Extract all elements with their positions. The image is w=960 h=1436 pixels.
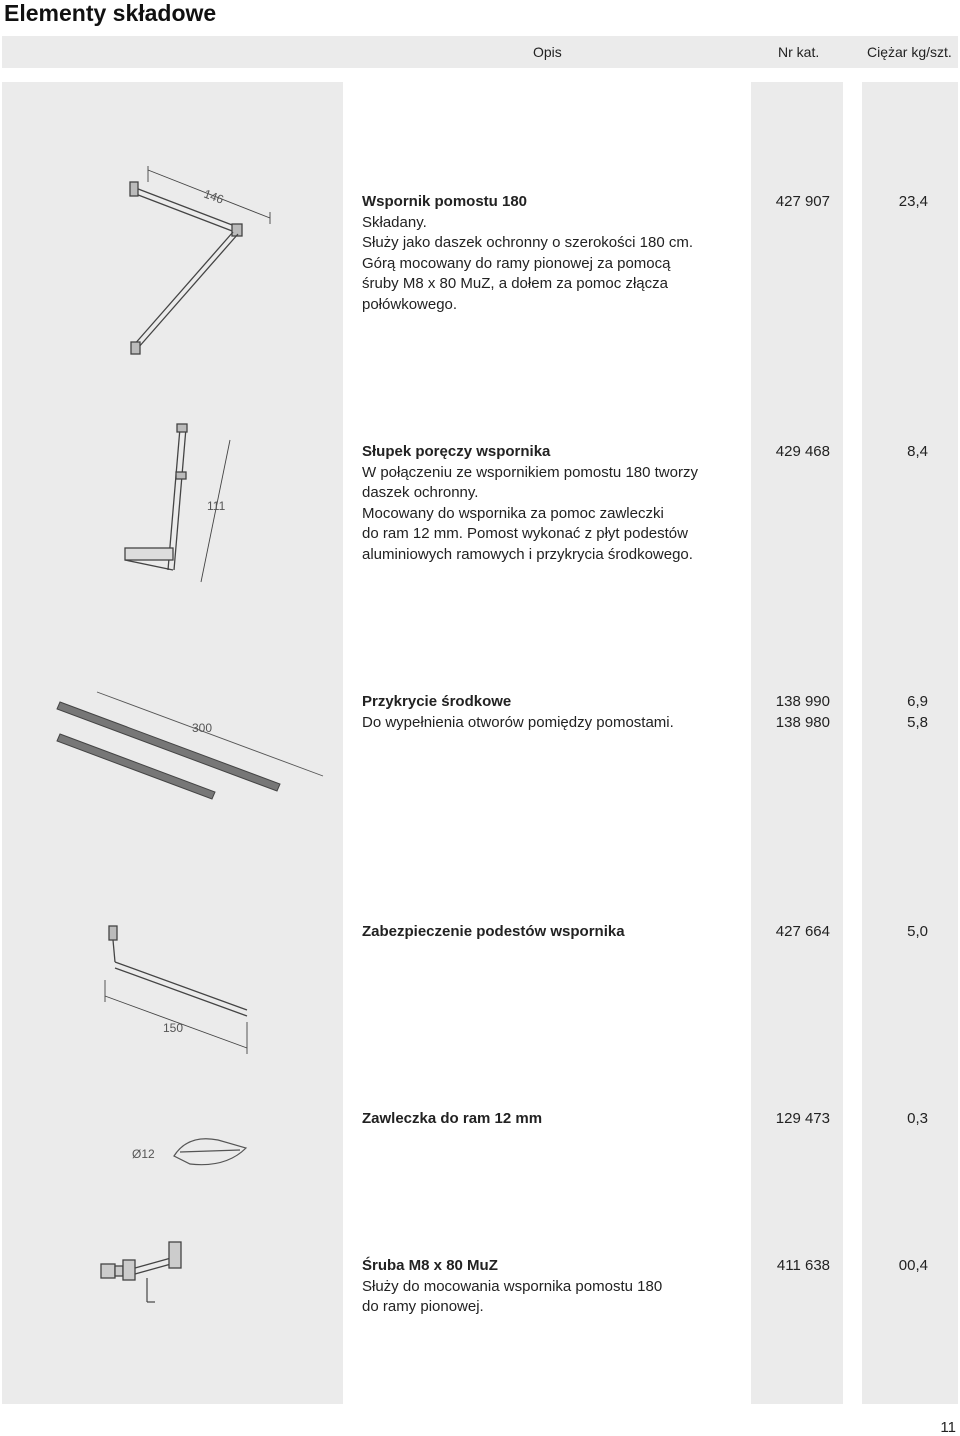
item-weight (818, 192, 928, 213)
header-weight: Ciężar kg/szt. (867, 44, 952, 60)
item-catalog-number (720, 922, 830, 943)
weight-value: 00,4 (898, 1257, 928, 1274)
item-line: do ram 12 mm. Pomost wykonać z płyt podestów (362, 525, 688, 542)
item-weight (818, 1256, 928, 1277)
center-cover-dimension: 300 (192, 721, 213, 735)
item-line: do ramy pionowej. (362, 1298, 484, 1315)
bracket-drawing (120, 160, 290, 360)
item-line: Górą mocowany do ramy pionowej za pomocą (362, 254, 671, 272)
item-description (362, 442, 747, 565)
item-name: Zawleczka do ram 12 mm (362, 1110, 543, 1127)
weight-value: 6,9 (907, 693, 928, 710)
item-line: śruby M8 x 80 MuZ, a dołem za pomoc złącza (362, 275, 668, 292)
cotter-pin-dimension: Ø12 (132, 1147, 155, 1161)
item-description (362, 922, 747, 943)
item-line: Mocowany do wspornika za pomoc zawleczki (362, 504, 664, 522)
weight-value: 0,3 (907, 1110, 928, 1127)
catalog-number-value: 138 990 (775, 693, 830, 710)
catalog-number-value: 411 638 (776, 1257, 830, 1274)
weight-value: 5,8 (907, 713, 928, 731)
bracket-dimension: 146 (201, 186, 226, 207)
item-name: Wspornik pomostu 180 (362, 193, 528, 210)
item-name: Przykrycie środkowe (362, 693, 512, 710)
header-catalog-number: Nr kat. (778, 44, 820, 60)
railing-post-drawing (115, 420, 245, 590)
item-catalog-number (720, 692, 830, 733)
table-header (2, 36, 958, 68)
item-line: Składany. (362, 213, 427, 231)
item-catalog-number (720, 192, 830, 213)
item-line: aluminiowych ramowych i przykrycia środkowego. (362, 545, 693, 563)
weight-column (862, 82, 958, 1404)
page-title: Elementy składowe (4, 0, 217, 26)
weight-value: 5,0 (907, 923, 928, 940)
page-number: 11 (940, 1419, 956, 1436)
item-description (362, 192, 747, 315)
item-line: Służy do mocowania wspornika pomostu 180 (362, 1277, 663, 1295)
item-line: Służy jako daszek ochronny o szerokości 180 cm. (362, 234, 693, 251)
item-weight (818, 922, 928, 943)
item-weight (818, 442, 928, 463)
item-name: Zabezpieczenie podestów wspornika (362, 923, 625, 940)
item-line: W połączeniu ze wspornikiem pomostu 180 tworzy (362, 463, 698, 481)
center-cover-drawing (55, 688, 335, 808)
item-name: Słupek poręczy wspornika (362, 443, 551, 460)
item-catalog-number (720, 1109, 830, 1130)
item-name: Śruba M8 x 80 MuZ (362, 1257, 498, 1274)
item-catalog-number (720, 1256, 830, 1277)
item-description (362, 692, 747, 733)
item-line: Do wypełnienia otworów pomiędzy pomostami. (362, 713, 674, 731)
item-description (362, 1256, 747, 1318)
platform-lock-dimension: 150 (163, 1021, 184, 1035)
item-description (362, 1109, 747, 1130)
header-description: Opis (533, 44, 562, 60)
catalog-number-value: 129 473 (775, 1110, 830, 1127)
bolt-drawing (95, 1238, 195, 1308)
railing-post-dimension: 111 (207, 499, 226, 513)
catalog-number-value: 429 468 (775, 443, 830, 460)
cotter-pin-drawing (128, 1128, 258, 1178)
catalog-number-column (751, 82, 843, 1404)
catalog-number-value: 138 980 (775, 713, 830, 731)
item-weight (818, 1109, 928, 1130)
item-catalog-number (720, 442, 830, 463)
item-weight (818, 692, 928, 733)
platform-lock-drawing (95, 922, 265, 1062)
catalog-number-value: 427 664 (775, 923, 830, 940)
weight-value: 8,4 (907, 443, 928, 460)
item-line: daszek ochronny. (362, 484, 479, 501)
item-line: połówkowego. (362, 295, 458, 313)
weight-value: 23,4 (898, 193, 928, 210)
catalog-number-value: 427 907 (775, 193, 830, 210)
